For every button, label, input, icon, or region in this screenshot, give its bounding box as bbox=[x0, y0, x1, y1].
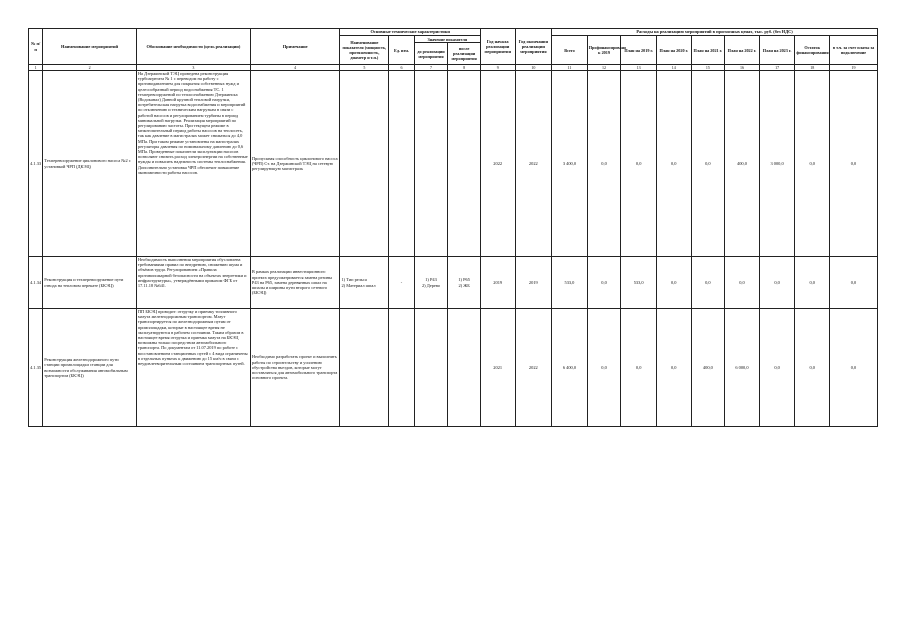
tech-after bbox=[448, 309, 481, 427]
col-number: 19 bbox=[830, 65, 878, 71]
investment-program-sheet bbox=[28, 28, 878, 427]
cost-total: 6 400,0 bbox=[552, 309, 588, 427]
measure-justification: ПП БКЭЦ проводит: отгрузку и приемку топливного мазута железнодорожным транспортом. Мазут транспортируется по железнодорожным путям от промплощадки, которые в настоящее время не эксплуатируются в рабочем состоянии. Таким образом в настоящее время отгрузка и приемка мазута на БКЭЦ возможны только посредством автомобильного транспорта. По документам от 11.07.2019 по работе с восстановлением станционных путей с 4 вида ограничены в отдельных пунктах к движению до 15 км/ч в связи с неудовлетворительным состоянием транспортных путей. bbox=[136, 309, 250, 427]
header-pay: в т.ч. за счет платы за подключение bbox=[830, 36, 878, 65]
col-number: 13 bbox=[621, 65, 657, 71]
header-notes: Примечание bbox=[250, 29, 340, 65]
header-remaining: Остаток финансирования bbox=[795, 36, 830, 65]
tech-name bbox=[340, 71, 389, 257]
col-number: 7 bbox=[414, 65, 448, 71]
col-number: 4 bbox=[250, 65, 340, 71]
cost-plan-2022: 6 000,0 bbox=[725, 309, 760, 427]
tech-after bbox=[448, 71, 481, 257]
cost-pay: 0,0 bbox=[830, 309, 878, 427]
measure-name: Реконструкция и техперевооружение пути отвода на тепловом перекате (БКЭЦ) bbox=[43, 257, 137, 309]
header-tech-values: Значение показателя bbox=[414, 36, 480, 43]
col-number: 8 bbox=[448, 65, 481, 71]
tech-before: 1) Р43 2) Дерево bbox=[414, 257, 448, 309]
cost-pay: 0,0 bbox=[830, 71, 878, 257]
header-tech-after: после реализации мероприятия bbox=[448, 43, 481, 65]
measure-name: Реконструкция железнодорожного пути станции промплощадки станции для возможности обслуживания автомобильным транспортом (БКЭЦ) bbox=[43, 309, 137, 427]
year-end: 2022 bbox=[515, 309, 552, 427]
header-justification: Обоснование необходимости (цель реализации) bbox=[136, 29, 250, 65]
header-tech-name: Наименование показателя (мощность, протяженность, диаметр и т.п.) bbox=[340, 36, 389, 65]
measure-notes: Необходимо разработать проект и выполнить работы по строительству и усилению обустройства въездов, которые могут поставляться для автомобильного транспорта основного проекта. bbox=[250, 309, 340, 427]
header-tech-group: Основные технические характеристики bbox=[340, 29, 480, 36]
header-year-start: Год начала реализации мероприятия bbox=[480, 29, 515, 65]
cost-pay: 0,0 bbox=[830, 257, 878, 309]
row-number: 4.1.34 bbox=[29, 257, 43, 309]
cost-plan-2020: 0,0 bbox=[656, 71, 691, 257]
cost-plan-2020: 0,0 bbox=[656, 309, 691, 427]
cost-total: 3 400,0 bbox=[552, 71, 588, 257]
cost-plan-2022: 0,0 bbox=[725, 257, 760, 309]
cost-financed: 0,0 bbox=[587, 257, 621, 309]
year-end: 2019 bbox=[515, 257, 552, 309]
tech-unit bbox=[389, 71, 414, 257]
cost-plan-2023: 3 000,0 bbox=[759, 71, 795, 257]
col-number: 12 bbox=[587, 65, 621, 71]
header-plan-2019: План на 2019 г. bbox=[621, 36, 657, 65]
measure-notes: Пропускная способность циклонового насоса (ЧРП) Ст. на Дзержинской ТЭЦ на сетевую регулирующую магистраль bbox=[250, 71, 340, 257]
col-number: 10 bbox=[515, 65, 552, 71]
cost-financed: 0,0 bbox=[587, 71, 621, 257]
cost-plan-2021: 400,0 bbox=[691, 309, 725, 427]
col-number: 16 bbox=[725, 65, 760, 71]
cost-remaining: 0,0 bbox=[795, 257, 830, 309]
tech-unit: - bbox=[389, 257, 414, 309]
cost-plan-2020: 0,0 bbox=[656, 257, 691, 309]
measure-name: Техперевооружение циклонового насоса №2 с установкой ЧРП (ДКЭЦ) bbox=[43, 71, 137, 257]
col-number: 11 bbox=[552, 65, 588, 71]
col-number: 1 bbox=[29, 65, 43, 71]
cost-plan-2019: 533,0 bbox=[621, 257, 657, 309]
measure-notes: В рамках реализации инвестиционного проекта предусматривается замена резины Р43 на Р65, замена деревянных шпал на шпалы и ширины пути второго сетевого (БКЭЦ) bbox=[250, 257, 340, 309]
row-number: 4.1.33 bbox=[29, 71, 43, 257]
header-plan-2022: План на 2022 г. bbox=[725, 36, 760, 65]
header-plan-2021: План на 2021 г. bbox=[691, 36, 725, 65]
header-plan-2020: План на 2020 г. bbox=[656, 36, 691, 65]
cost-plan-2021: 0,0 bbox=[691, 257, 725, 309]
col-number: 18 bbox=[795, 65, 830, 71]
table-row bbox=[29, 71, 878, 257]
col-number: 3 bbox=[136, 65, 250, 71]
cost-plan-2019: 0,0 bbox=[621, 309, 657, 427]
table-row bbox=[29, 257, 878, 309]
cost-remaining: 0,0 bbox=[795, 309, 830, 427]
header-year-end: Год окончания реализации мероприятия bbox=[515, 29, 552, 65]
cost-total: 533,0 bbox=[552, 257, 588, 309]
tech-unit bbox=[389, 309, 414, 427]
table-row bbox=[29, 309, 878, 427]
header-plan-2023: План на 2023 г. bbox=[759, 36, 795, 65]
col-number: 5 bbox=[340, 65, 389, 71]
year-start: 2022 bbox=[480, 71, 515, 257]
cost-plan-2022: 400,0 bbox=[725, 71, 760, 257]
cost-plan-2023: 0,0 bbox=[759, 309, 795, 427]
cost-plan-2021: 0,0 bbox=[691, 71, 725, 257]
measure-justification: На Дзержинской ТЭЦ проведена реконструкция турбоагрегата № 1 с переводом на работу с противодавлением для покрытия собственных нужд и целесообразный период водоснабжения ТС. 1 техперевооружений по теплоснабжению Дзержинска (Водоканал) Данной крупной тепловой нагрузки, потребительская нагрузка водоснабжения и мероприятий по отключению и техническим нагрузкам в связи с работой насосов и регулированием турбины в период минимальной нагрузки. Реализация мероприятий по регулированию частоты. При текущем режиме в межотопительный период работы насосов на теплосеть, так как давление в магистралях может снижаться до 4,0 МПа. При таком режиме установлены на магистралях регуляторы давления по номинальному давлению до 0,6 МПа. Проведенные показатели эксплуатации насосов позволяют снизить расход электроэнергии на собственные нужды и повысить надежность системы теплоснабжения. Дополнительно установка ЧРП обеспечит повышение экономичности работы насосов. bbox=[136, 71, 250, 257]
year-end: 2022 bbox=[515, 71, 552, 257]
header-cost-group: Расходы на реализацию мероприятий в прогнозных ценах, тыс. руб. (без НДС) bbox=[552, 29, 878, 36]
cost-plan-2023: 0,0 bbox=[759, 257, 795, 309]
header-total: Всего bbox=[552, 36, 588, 65]
col-number: 9 bbox=[480, 65, 515, 71]
header-tech-unit: Ед. изм. bbox=[389, 36, 414, 65]
tech-after: 1) Р65 2) ЖБ bbox=[448, 257, 481, 309]
header-no: № п/п bbox=[29, 29, 43, 65]
col-number: 15 bbox=[691, 65, 725, 71]
header-financed: Профинансировано к 2019 bbox=[587, 36, 621, 65]
cost-financed: 0,0 bbox=[587, 309, 621, 427]
header-tech-before: до реализации мероприятия bbox=[414, 43, 448, 65]
header-name: Наименование мероприятий bbox=[43, 29, 137, 65]
year-start: 2021 bbox=[480, 309, 515, 427]
measure-justification: Необходимость выполнения мероприятия обусловлена требованиями правил по внедрению, снижению шума и объёмов труда. Регулированием «Правила противопожарной безопасности на объектах энергетики и инфраструктуры», утверждёнными приказом ФГБ от 17.11.18 №641. bbox=[136, 257, 250, 309]
cost-remaining: 0,0 bbox=[795, 71, 830, 257]
tech-before bbox=[414, 309, 448, 427]
row-number: 4.1.35 bbox=[29, 309, 43, 427]
investment-table bbox=[28, 28, 878, 427]
col-number: 17 bbox=[759, 65, 795, 71]
col-number: 6 bbox=[389, 65, 414, 71]
cost-plan-2019: 0,0 bbox=[621, 71, 657, 257]
tech-name bbox=[340, 309, 389, 427]
col-number: 2 bbox=[43, 65, 137, 71]
col-number: 14 bbox=[656, 65, 691, 71]
year-start: 2019 bbox=[480, 257, 515, 309]
tech-before bbox=[414, 71, 448, 257]
tech-name: 1) Тип рельса 2) Материал шпал bbox=[340, 257, 389, 309]
